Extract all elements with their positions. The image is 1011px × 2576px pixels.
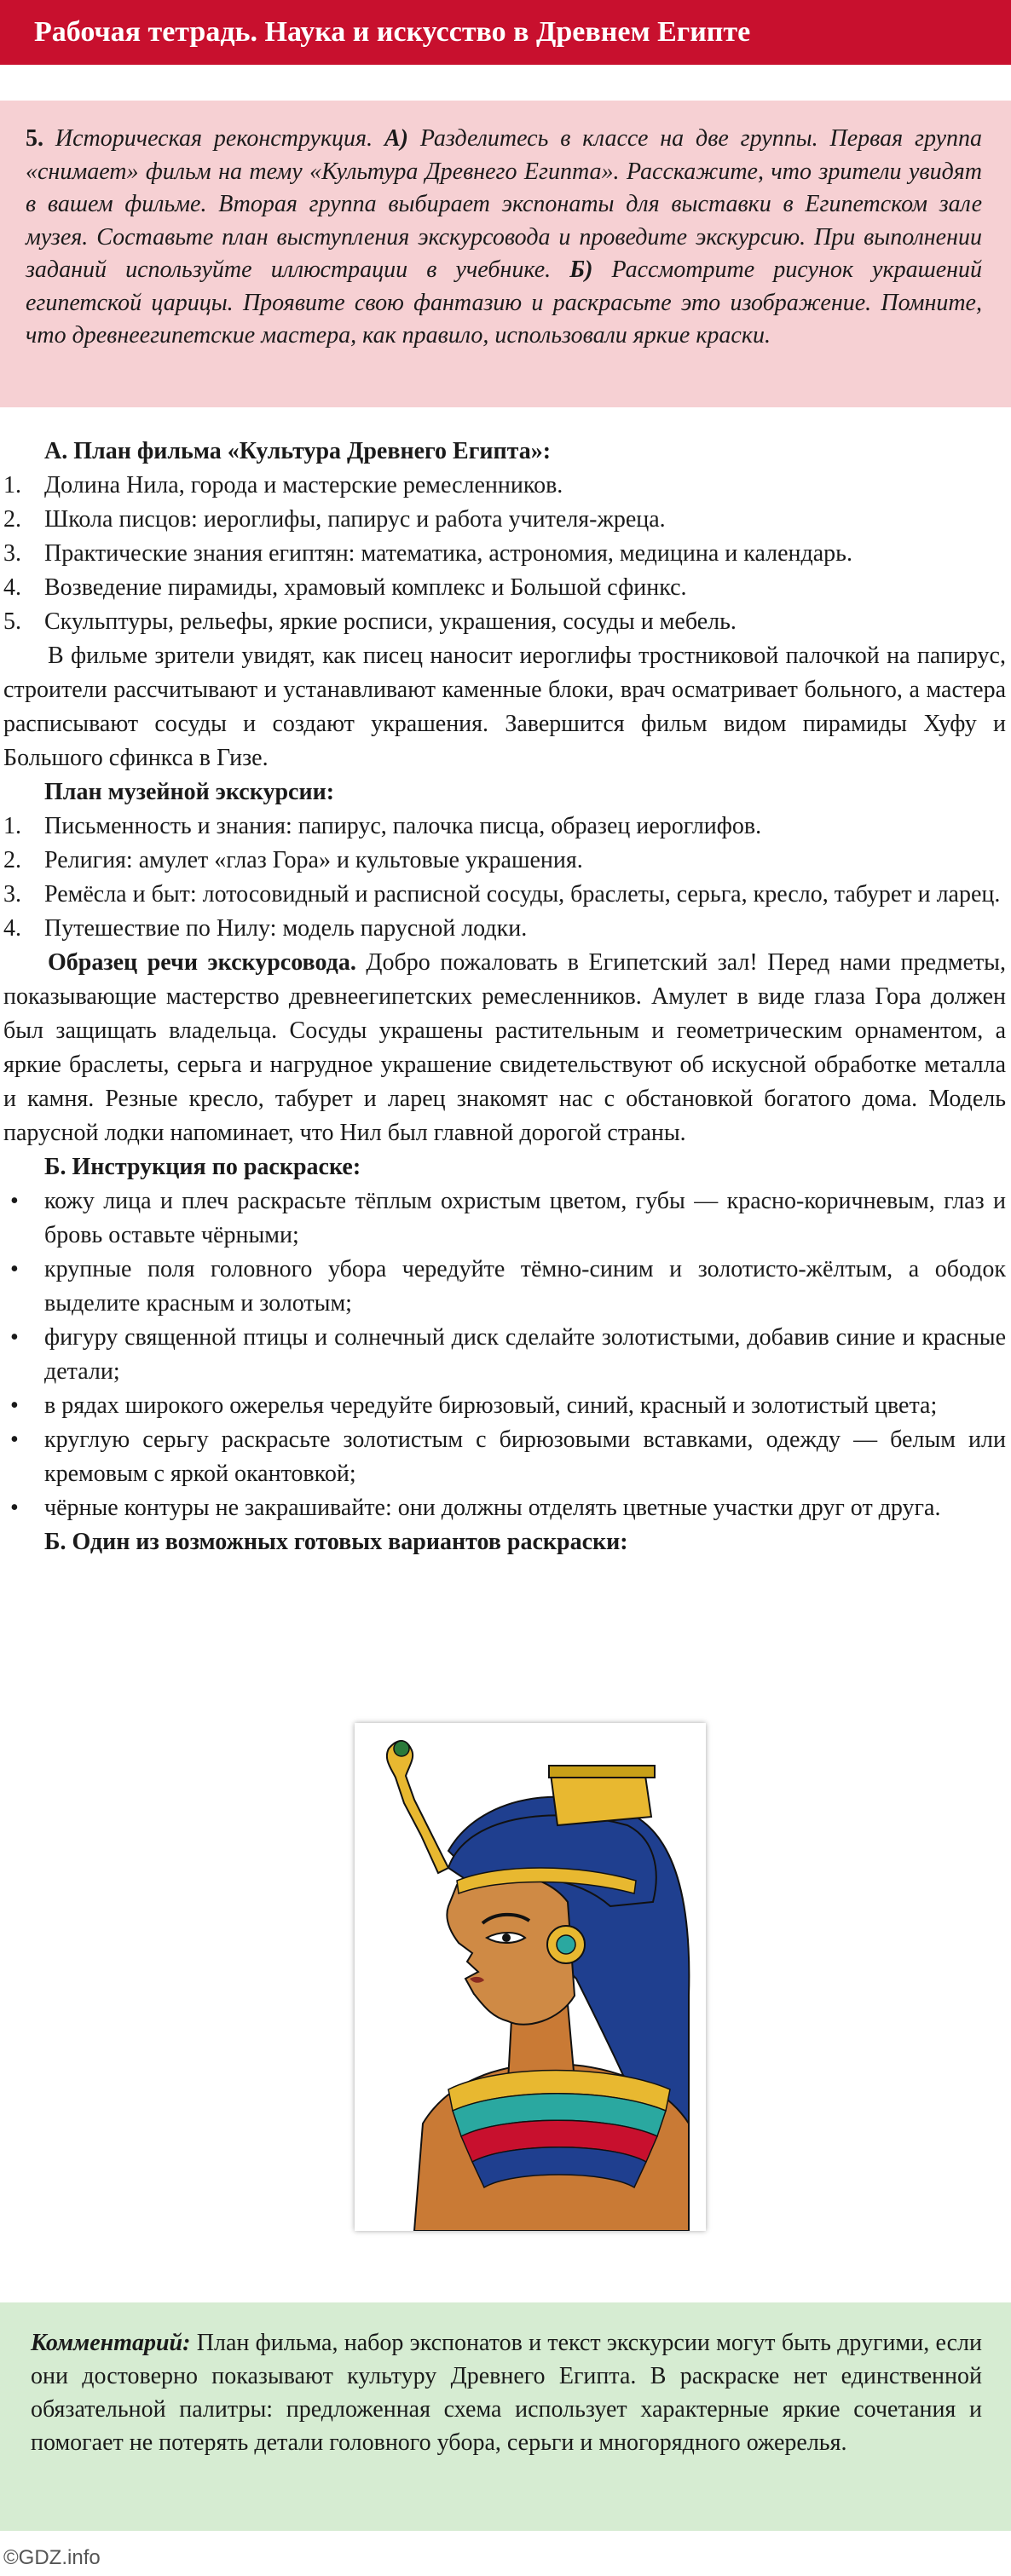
list-item: 5. Скульптуры, рельефы, яркие росписи, украшения, сосуды и мебель. <box>3 608 737 635</box>
list-item: • чёрные контуры не закрашивайте: они должны отделять цветные участки друг от друга. <box>10 1495 941 1521</box>
film-list <box>0 469 1006 639</box>
speech-label: Образец речи экскурсовода. <box>48 949 356 976</box>
list-item: 3. Практические знания египтян: математика, астрономия, медицина и календарь. <box>3 540 852 567</box>
speech-text: Добро пожаловать в Египетский зал! Перед нами предметы, показывающие мастерство древнеегипетских ремесленников. Амулет в виде глаза Гора должен был защищать владельца. Сосуды украшены растительным и геометрическим орнаментом, а яркие браслеты, серьга и нагрудное украшение свидетельствуют об искусной обработке металла и камня. Резные кресло, табурет и ларец знакомят нас с обстановкой богатого дома. Модель парусной лодки напоминает, что Нил был главной дорогой страны. <box>3 949 1006 1146</box>
film-paragraph: В фильме зрители увидят, как писец наносит иероглифы тростниковой палочкой на папирус, строители рассчитывают и устанавливают каменные блоки, врач осматривает больного, а мастера расписывают сосуды и создают украшения. Завершится фильм видом пирамиды Хуфу и Большого сфинкса в Гизе. <box>3 643 1006 771</box>
list-item: • кожу лица и плеч раскрасьте тёплым охристым цветом, губы — красно-коричневым, глаз и бровь оставьте чёрными; <box>10 1188 1006 1248</box>
task-number: 5. <box>26 125 43 152</box>
task-label-a: А) <box>384 125 408 152</box>
tour-speech <box>0 946 1006 1150</box>
source-footer: ©GDZ.info <box>3 2546 101 2569</box>
task-text-b: Рассмотрите рисунок украшений египетской царицы. Проявите свою фантазию и раскрасьте это изображение. Помните, что древнеегипетские мастера, как правило, использовали яркие краски. <box>26 256 983 349</box>
comment-text: План фильма, набор экспонатов и текст экскурсии могут быть другими, если они достоверно показывают культуру Древнего Египта. В раскраске нет единственной обязательной палитры: предложенная схема использует характерные яркие сочетания и помогает не потерять детали головного убора, серьги и многорядного ожерелья. <box>31 2330 983 2456</box>
list-item: 4. Путешествие по Нилу: модель парусной лодки. <box>3 915 528 942</box>
list-item: • круглую серьгу раскрасьте золотистым с бирюзовыми вставками, одежду — белым или кремовым с яркой окантовкой; <box>10 1426 1006 1487</box>
list-item: 4. Возведение пирамиды, храмовый комплекс и Большой сфинкс. <box>3 574 687 601</box>
list-item: 1. Письменность и знания: папирус, палочка писца, образец иероглифов. <box>3 813 762 839</box>
task-text-a: Разделитесь в классе на две группы. Первая группа «снимает» фильм на тему «Культура Древнего Египта». Расскажите, что зрители увидят в вашем фильме. Вторая группа выбирает экспонаты для выставки в Египетском зале музея. Составьте план выступления экскурсовода и проведите экскурсию. При выполнении заданий используйте иллюстрации в учебнике. <box>26 125 982 283</box>
list-item: • крупные поля головного убора чередуйте тёмно-синим и золотисто-жёлтым, а ободок выделите красным и золотым; <box>10 1256 1006 1317</box>
list-item: 2. Школа писцов: иероглифы, папирус и работа учителя-жреца. <box>3 506 666 533</box>
variant-heading: Б. Один из возможных готовых вариантов раскраски: <box>44 1529 628 1555</box>
page-header <box>0 0 1011 65</box>
list-item: • в рядах широкого ожерелья чередуйте бирюзовый, синий, красный и золотистый цвета; <box>10 1392 938 1419</box>
comment-box <box>0 2302 1011 2531</box>
tour-heading: План музейной экскурсии: <box>44 779 335 805</box>
film-heading: А. План фильма «Культура Древнего Египта»: <box>44 438 552 464</box>
list-item: 3. Ремёсла и быт: лотосовидный и расписной сосуды, браслеты, серьга, кресло, табурет и ларец. <box>3 881 1001 908</box>
queen-drawing <box>355 1723 706 2231</box>
comment-label: Комментарий: <box>31 2330 191 2356</box>
list-item: • фигуру священной птицы и солнечный диск сделайте золотистыми, добавив синие и красные детали; <box>10 1324 1006 1385</box>
coloring-heading: Б. Инструкция по раскраске: <box>44 1154 361 1180</box>
list-item: 1. Долина Нила, города и мастерские ремесленников. <box>3 472 563 498</box>
page-title: Рабочая тетрадь. Наука и искусство в Древнем Египте <box>34 16 751 48</box>
task-label-b: Б) <box>569 256 593 283</box>
tour-list <box>0 810 1006 946</box>
answer-content <box>0 435 1011 1559</box>
queen-illustration <box>355 1723 706 2231</box>
task-intro: Историческая реконструкция. <box>55 125 373 152</box>
list-item: 2. Религия: амулет «глаз Гора» и культовые украшения. <box>3 847 583 873</box>
task-box <box>0 101 1011 407</box>
coloring-list <box>0 1184 1006 1525</box>
